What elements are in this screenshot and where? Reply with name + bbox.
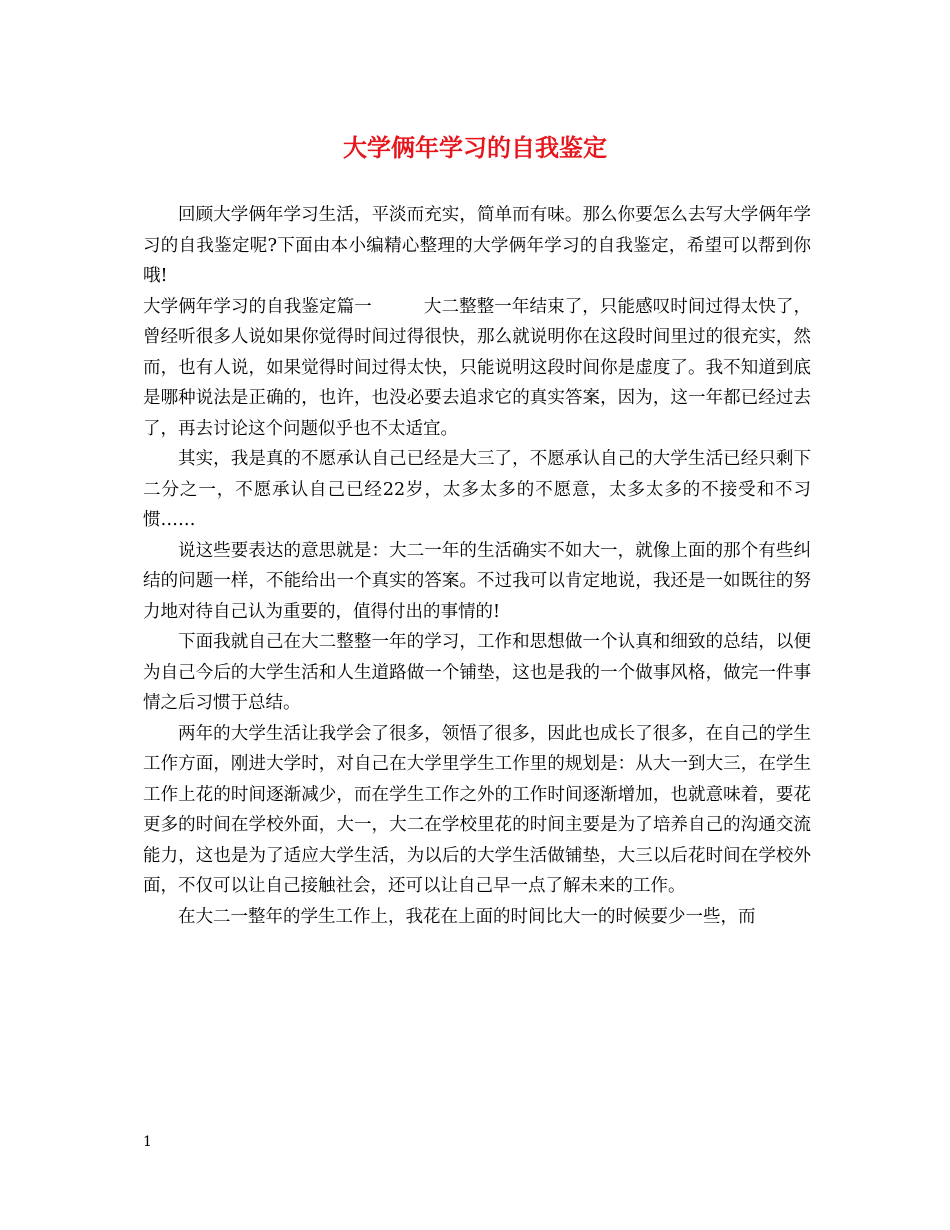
section-text: 大二整整一年结束了，只能感叹时间过得太快了，曾经听很多人说如果你觉得时间过得很快，那么就说明你在这段时间里过的很充实，然而，也有人说，如果觉得时间过得太快，只能说明这段时间你是虚度了。我不知道到底是哪种说法是正确的，也许，也没必要去追求它的真实答案，因为，这一年都已经过去了，再去讨论这个问题似乎也不太适宜。: [143, 296, 812, 439]
intro-paragraph: 回顾大学俩年学习生活，平淡而充实，简单而有味。那么你要怎么去写大学俩年学习的自我鉴定呢?下面由本小编精心整理的大学俩年学习的自我鉴定，希望可以帮到你哦!: [143, 205, 811, 286]
section-heading: 大学俩年学习的自我鉴定篇一: [143, 296, 372, 317]
section-paragraph: [143, 292, 811, 445]
body-paragraph: 下面我就自己在大二整整一年的学习，工作和思想做一个认真和细致的总结，以便为自己今后的大学生活和人生道路做一个铺垫，这也是我的一个做事风格，做完一件事情之后习惯于总结。: [143, 632, 811, 713]
page-number: 1: [143, 1134, 152, 1150]
body-paragraph: 在大二一整年的学生工作上，我花在上面的时间比大一的时候要少一些，而: [178, 906, 756, 927]
body-paragraph: 两年的大学生活让我学会了很多，领悟了很多，因此也成长了很多，在自己的学生工作方面，刚进大学时，对自己在大学里学生工作里的规划是：从大一到大三，在学生工作上花的时间逐渐减少，而在学生工作之外的工作时间逐渐增加，也就意味着，要花更多的时间在学校外面，大一，大二在学校里花的时间主要是为了培养自己的沟通交流能力，这也是为了适应大学生活，为以后的大学生活做铺垫，大三以后花时间在学校外面，不仅可以让自己接触社会，还可以让自己早一点了解未来的工作。: [143, 723, 811, 896]
body-paragraph: 其实，我是真的不愿承认自己已经是大三了，不愿承认自己的大学生活已经只剩下二分之一，不愿承认自己已经22岁，太多太多的不愿意，太多太多的不接受和不习惯……: [143, 449, 811, 530]
document-title: 大学俩年学习的自我鉴定: [343, 133, 607, 162]
body-paragraph: 说这些要表达的意思就是：大二一年的生活确实不如大一，就像上面的那个有些纠结的问题一样，不能给出一个真实的答案。不过我可以肯定地说，我还是一如既往的努力地对待自己认为重要的，值得付出的事情的!: [143, 540, 811, 622]
document-body: [143, 200, 811, 932]
